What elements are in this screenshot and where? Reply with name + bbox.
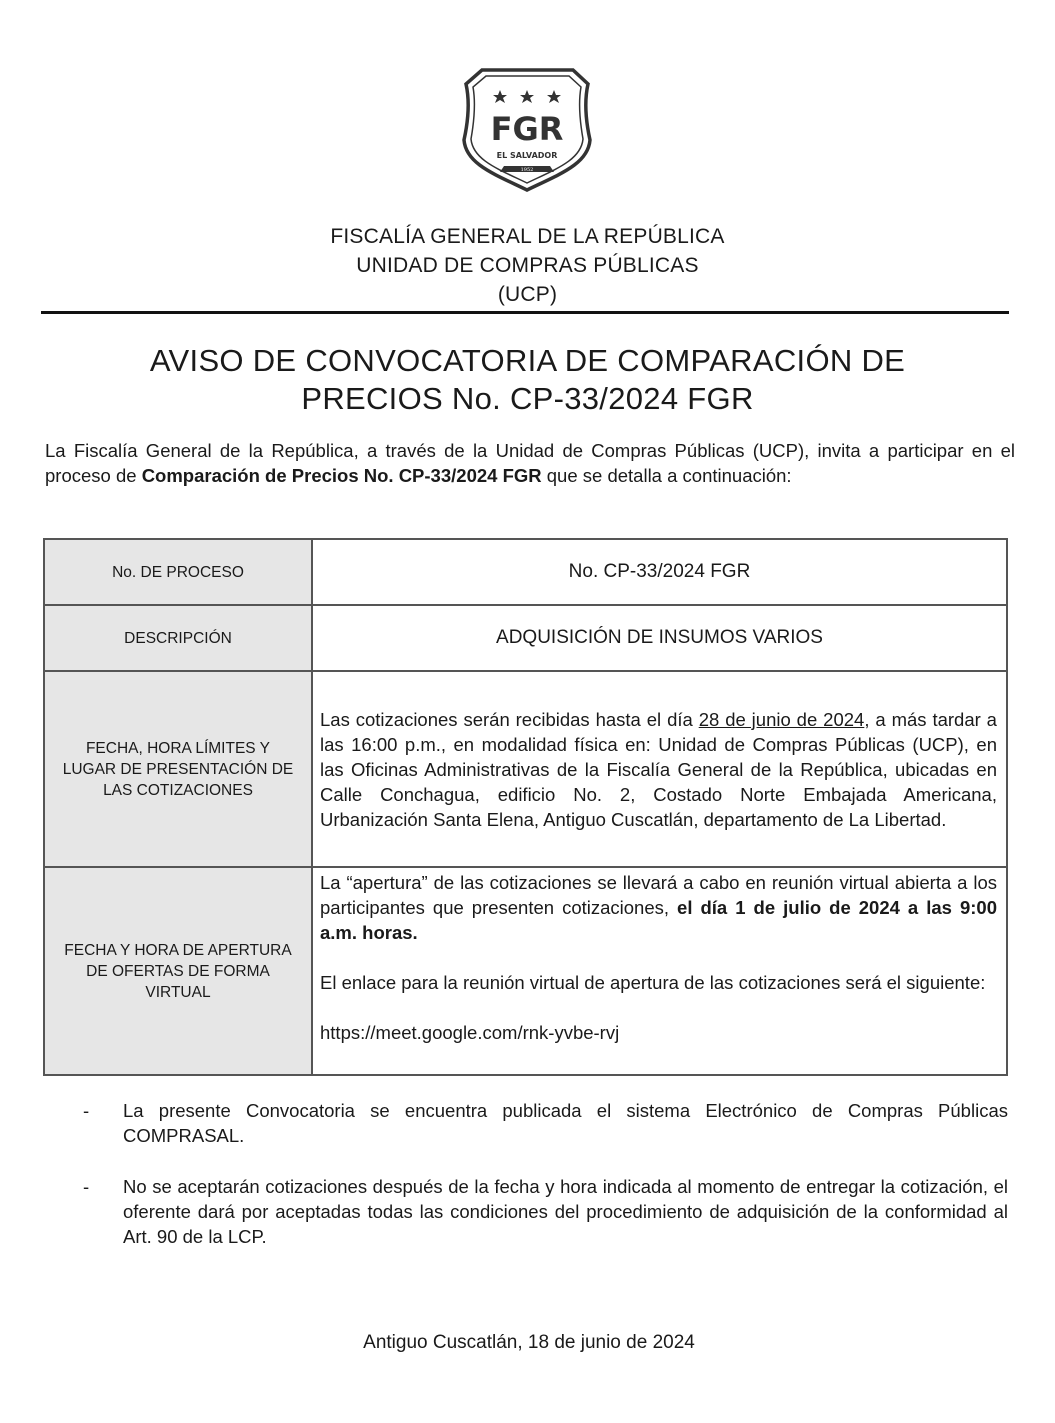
process-table — [43, 538, 1008, 1076]
note-text: La presente Convocatoria se encuentra publicada el sistema Electrónico de Compras Públicas COMPRASAL. — [123, 1100, 1008, 1146]
notes-list — [83, 1098, 1008, 1275]
row-label — [44, 867, 312, 1075]
list-item — [83, 1098, 1008, 1148]
title-line-2: PRECIOS No. CP-33/2024 FGR — [301, 381, 754, 416]
submission-paragraph — [313, 707, 1006, 832]
header-divider — [41, 311, 1009, 314]
place-date: Antiguo Cuscatlán, 18 de junio de 2024 — [363, 1332, 695, 1353]
org-name: FISCALÍA GENERAL DE LA REPÚBLICA — [330, 225, 725, 248]
submission-text-end: , a más tardar a las 16:00 p.m., en modalidad física en: Unidad de Compras Públicas (UCP), en las Oficinas Administrativas de la Fiscalía General de la República, ubicadas en Calle Conchagua, edificio No. 2, Costado Norte Embajada Americana, Urbanización Santa Elena, Antiguo Cuscatlán, departamento de La Libertad. — [320, 708, 997, 830]
link-intro: El enlace para la reunión virtual de apertura de las cotizaciones será el siguiente: — [320, 972, 986, 993]
bullet-dash: - — [83, 1100, 90, 1121]
org-acronym: (UCP) — [497, 283, 558, 306]
logo-subtext: EL SALVADOR — [496, 151, 558, 160]
process-description: ADQUISICIÓN DE INSUMOS VARIOS — [312, 605, 1007, 671]
opening-text: La “apertura” de las cotizaciones se llevará a cabo en reunión virtual abierta a los participantes que presenten cotizaciones, — [320, 872, 997, 918]
logo-year: 1952 — [520, 167, 534, 173]
row-label: No. DE PROCESO — [44, 539, 312, 605]
submission-details — [312, 671, 1007, 867]
org-unit: UNIDAD DE COMPRAS PÚBLICAS — [356, 254, 699, 277]
opening-details — [312, 867, 1007, 1075]
bullet-dash: - — [83, 1176, 90, 1197]
table-row — [44, 539, 1007, 605]
row-label — [44, 671, 312, 867]
fgr-logo — [460, 62, 595, 194]
list-item — [83, 1174, 1008, 1249]
process-number: No. CP-33/2024 FGR — [312, 539, 1007, 605]
title-line-1: AVISO DE CONVOCATORIA DE COMPARACIÓN DE — [149, 343, 906, 378]
meeting-link[interactable]: https://meet.google.com/rnk-yvbe-rvj — [320, 1022, 620, 1043]
row-label: DESCRIPCIÓN — [44, 605, 312, 671]
intro-text-end: que se detalla a continuación: — [541, 465, 792, 486]
table-row — [44, 671, 1007, 867]
note-text: No se aceptarán cotizaciones después de la fecha y hora indicada al momento de entregar la cotización, el oferente dará por aceptadas todas las condiciones del procedimiento de adquisición de la conformidad al Art. 90 de la LCP. — [123, 1176, 1008, 1247]
intro-text: La Fiscalía General de la República, a través de la Unidad de Compras Públicas (UCP), invita a participar en el proceso de — [45, 440, 1015, 486]
opening-date: el día 1 de julio de 2024 a las 9:00 a.m. horas. — [320, 897, 997, 943]
table-row — [44, 867, 1007, 1075]
table-row — [44, 605, 1007, 671]
submission-text: Las cotizaciones serán recibidas hasta el día — [320, 708, 699, 730]
intro-paragraph — [45, 438, 1015, 488]
logo-text: FGR — [490, 110, 564, 148]
opening-paragraph — [313, 870, 1006, 945]
row-label-text: FECHA Y HORA DE APERTURA DE OFERTAS DE FORMA VIRTUAL — [64, 941, 292, 1001]
page-title — [40, 342, 1015, 418]
deadline-date: 28 de junio de 2024 — [698, 708, 865, 730]
intro-bold: Comparación de Precios No. CP-33/2024 FGR — [141, 465, 542, 486]
row-label-text: FECHA, HORA LÍMITES Y LUGAR DE PRESENTACIÓN DE LAS COTIZACIONES — [62, 739, 294, 799]
